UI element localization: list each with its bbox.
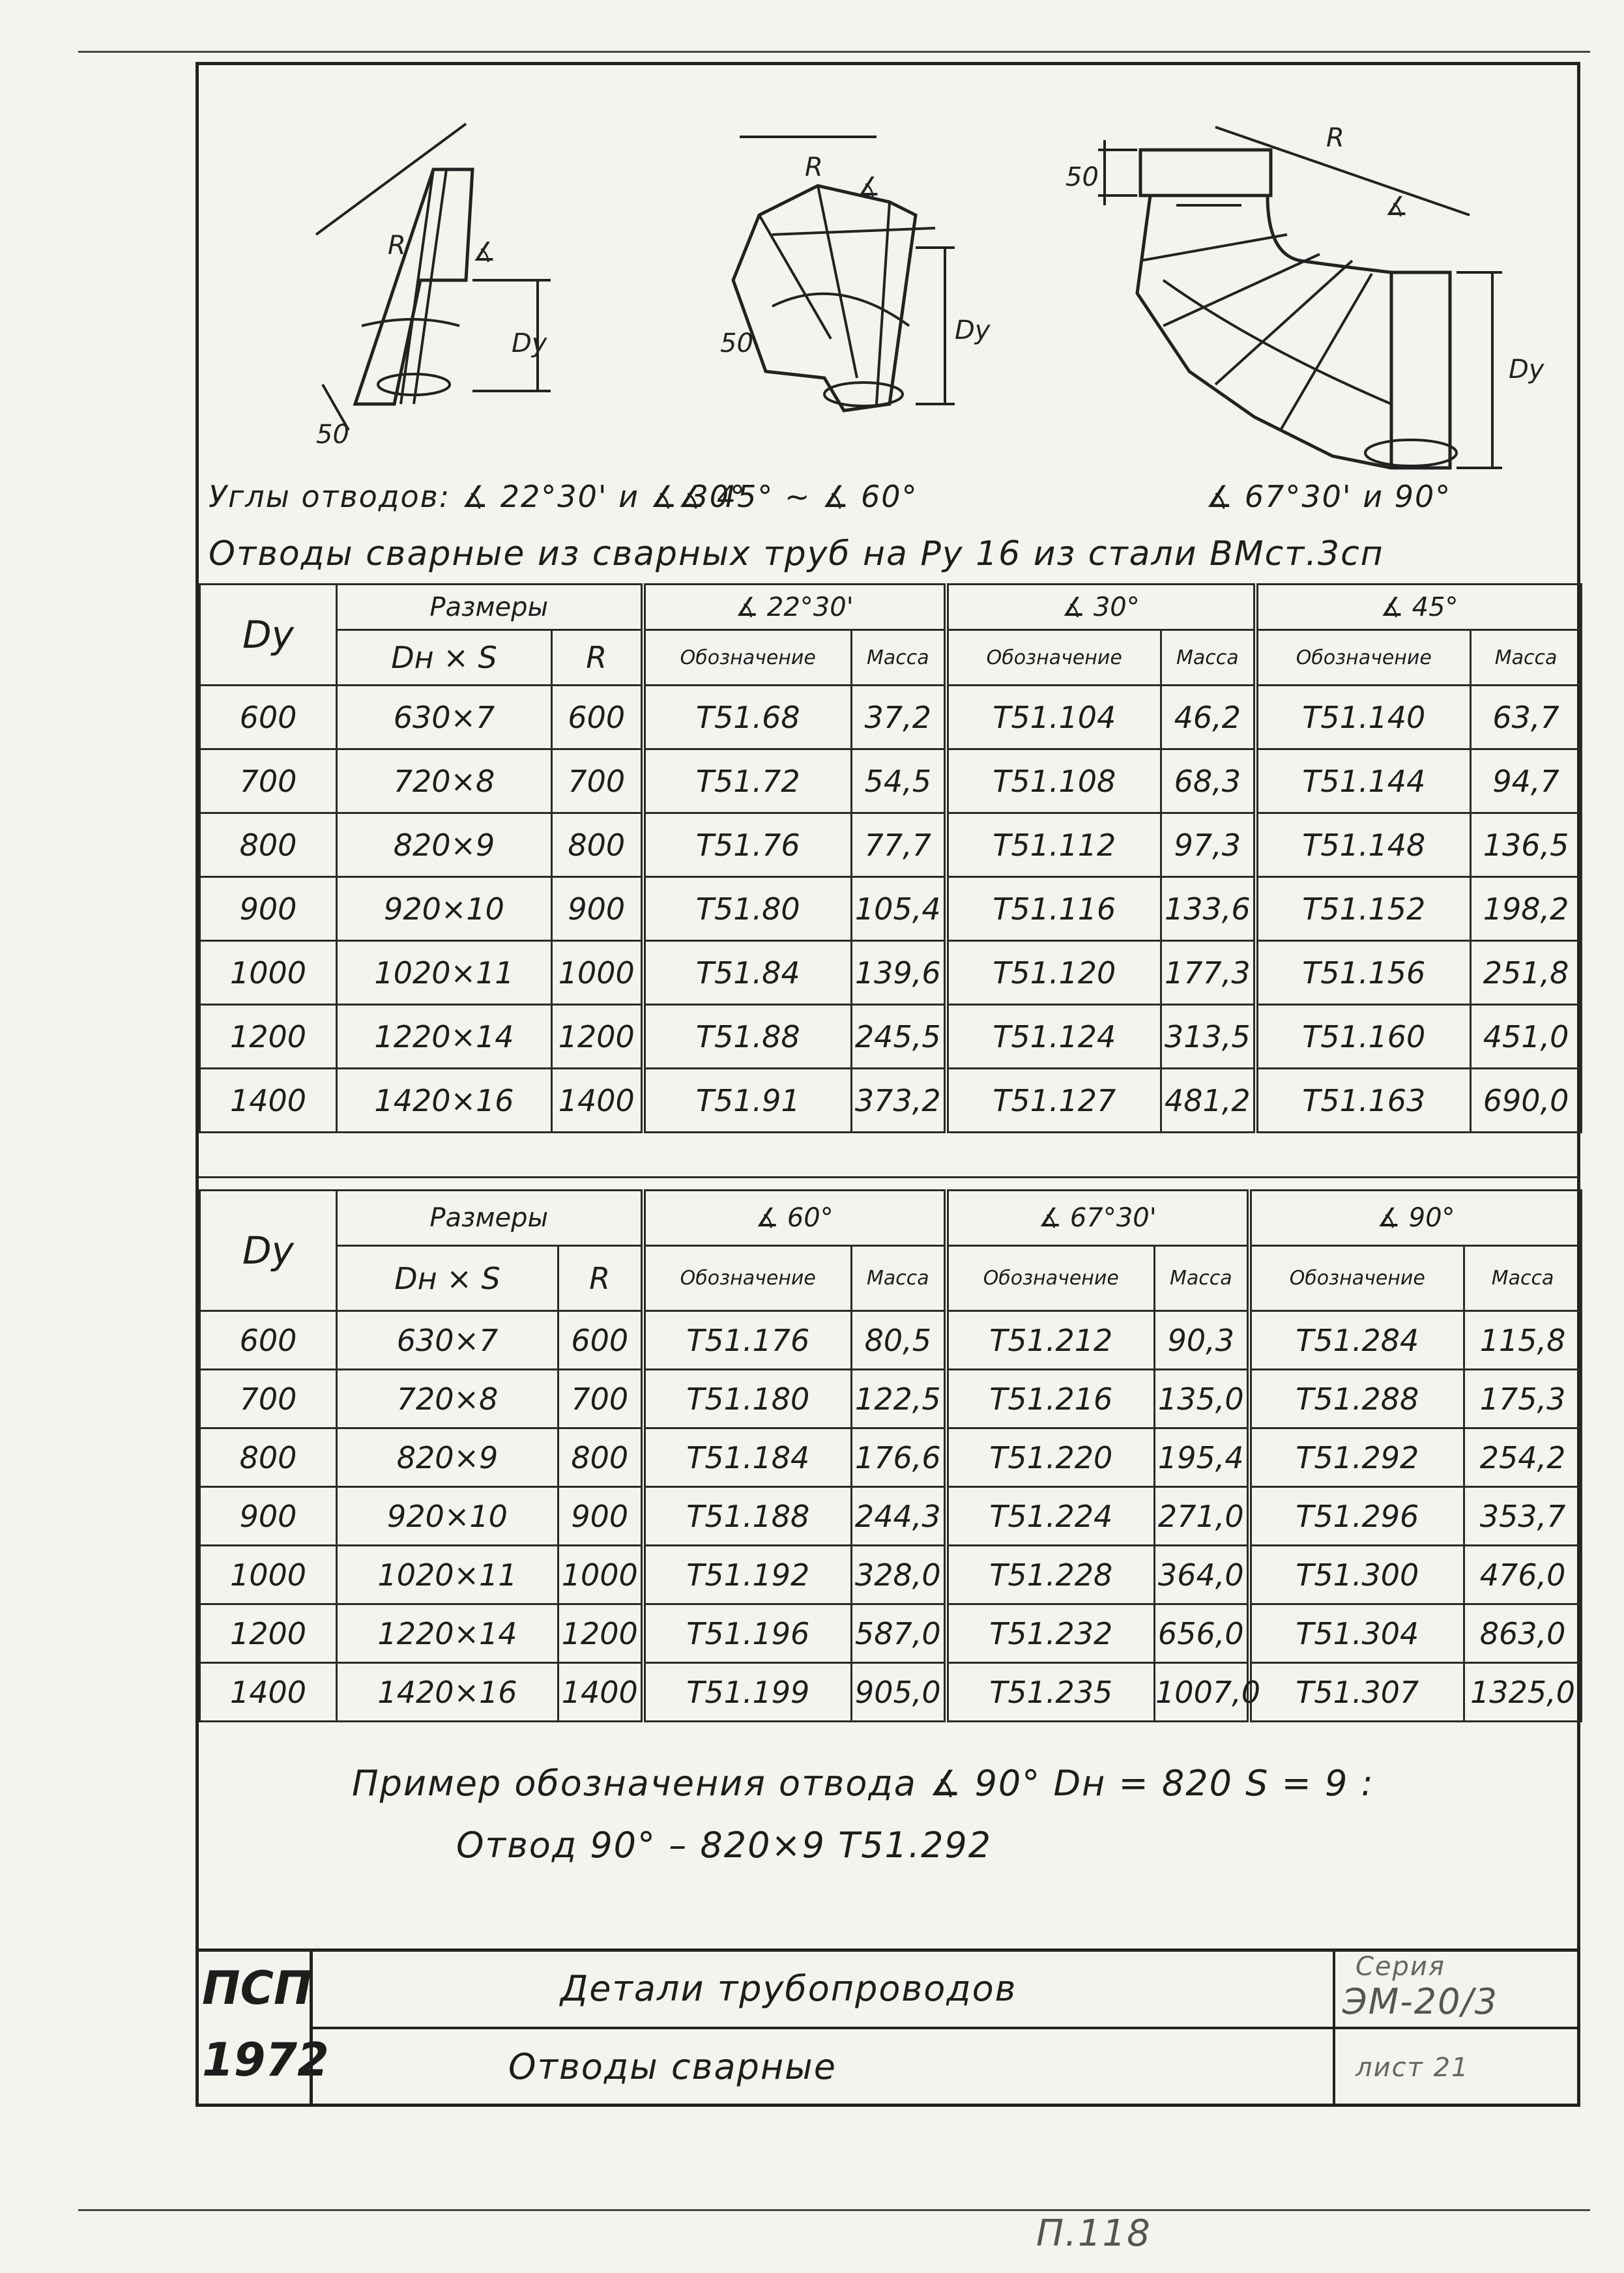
table-cell: Т51.220 — [946, 1428, 1155, 1487]
table2-designation-header: Обозначение — [946, 1246, 1155, 1311]
table-cell: 1000 — [552, 941, 643, 1005]
table-row — [200, 1487, 1582, 1546]
table-row — [200, 813, 1582, 877]
table-cell: 690,0 — [1471, 1069, 1582, 1133]
table-cell: 1420×16 — [337, 1069, 552, 1133]
table2-sizes-header: Размеры — [337, 1191, 643, 1246]
table1-designation-header: Обозначение — [643, 630, 852, 686]
table-cell: 1000 — [200, 1546, 337, 1604]
table1-r-header: R — [552, 630, 643, 686]
table-cell: 1400 — [552, 1069, 643, 1133]
series-value: ЭМ-20/3 — [1342, 1981, 1499, 2022]
table-cell: 600 — [200, 1311, 337, 1370]
table-cell: 175,3 — [1464, 1370, 1582, 1428]
table-row — [200, 1370, 1582, 1428]
table-cell: 720×8 — [337, 1370, 558, 1428]
table-cell: 800 — [552, 813, 643, 877]
table-cell: 54,5 — [852, 749, 946, 813]
table-row — [200, 1069, 1582, 1133]
table-cell: 1020×11 — [337, 941, 552, 1005]
drawing1-r-label: R — [388, 231, 406, 261]
table-row — [200, 1005, 1582, 1069]
sheet-number: лист 21 — [1356, 2053, 1470, 2083]
table-cell: 600 — [558, 1311, 643, 1370]
table-cell: Т51.284 — [1249, 1311, 1464, 1370]
table-cell: 176,6 — [852, 1428, 946, 1487]
table-cell: Т51.148 — [1256, 813, 1471, 877]
table-cell: 135,0 — [1155, 1370, 1249, 1428]
table-cell: 353,7 — [1464, 1487, 1582, 1546]
drawing3-wall-label: 50 — [1066, 162, 1099, 192]
table-cell: 863,0 — [1464, 1604, 1582, 1663]
table-cell: 656,0 — [1155, 1604, 1249, 1663]
table-row — [200, 1604, 1582, 1663]
table-cell: Т51.176 — [643, 1311, 852, 1370]
elbow-drawings — [199, 65, 1577, 482]
table2-mass-header: Масса — [852, 1246, 946, 1311]
drawing1-wall-label: 50 — [316, 420, 349, 450]
table-cell: Т51.196 — [643, 1604, 852, 1663]
table-cell: Т51.91 — [643, 1069, 852, 1133]
table1-designation-header: Обозначение — [946, 630, 1161, 686]
table-cell: 1000 — [200, 941, 337, 1005]
table-cell: Т51.304 — [1249, 1604, 1464, 1663]
table-cell: 451,0 — [1471, 1005, 1582, 1069]
table1-mass-header: Масса — [852, 630, 946, 686]
table-cell: Т51.144 — [1256, 749, 1471, 813]
table-1 — [199, 583, 1582, 1133]
table-cell: 700 — [552, 749, 643, 813]
table2-group-67: ∡ 67°30' — [946, 1191, 1249, 1246]
table-cell: 254,2 — [1464, 1428, 1582, 1487]
table-cell: 313,5 — [1161, 1005, 1256, 1069]
table-cell: 700 — [558, 1370, 643, 1428]
top-border-line — [78, 51, 1590, 53]
table-cell: 133,6 — [1161, 877, 1256, 941]
table-cell: Т51.288 — [1249, 1370, 1464, 1428]
table-separator — [199, 1176, 1580, 1178]
table-cell: 800 — [558, 1428, 643, 1487]
table-2 — [199, 1189, 1582, 1722]
subtitle: Отводы сварные из сварных труб на Ру 16 из стали ВМст.3сп — [209, 534, 1384, 573]
table-cell: 1020×11 — [337, 1546, 558, 1604]
table-cell: Т51.199 — [643, 1663, 852, 1722]
table-cell: 900 — [558, 1487, 643, 1546]
table-cell: Т51.232 — [946, 1604, 1155, 1663]
table-cell: Т51.68 — [643, 686, 852, 749]
table-cell: Т51.127 — [946, 1069, 1161, 1133]
drawing2-wall-label: 50 — [720, 328, 753, 358]
angles-caption-left: Углы отводов: ∡ 22°30' и ∡ 30° — [209, 479, 747, 514]
table2-group-60: ∡ 60° — [643, 1191, 946, 1246]
table-cell: Т51.80 — [643, 877, 852, 941]
table-cell: 476,0 — [1464, 1546, 1582, 1604]
table2-dy-header: Dy — [200, 1191, 337, 1311]
table-cell: 373,2 — [852, 1069, 946, 1133]
table-cell: 920×10 — [337, 877, 552, 941]
table-cell: 720×8 — [337, 749, 552, 813]
table1-mass-header: Масса — [1471, 630, 1582, 686]
doc-title: Детали трубопроводов — [560, 1968, 1017, 2009]
table-cell: 122,5 — [852, 1370, 946, 1428]
table-row — [200, 1663, 1582, 1722]
table-row — [200, 941, 1582, 1005]
table-cell: 105,4 — [852, 877, 946, 941]
table-cell: Т51.116 — [946, 877, 1161, 941]
table-cell: 1007,0 — [1155, 1663, 1249, 1722]
table-cell: 77,7 — [852, 813, 946, 877]
elbow-drawing-90 — [1098, 127, 1502, 468]
table-cell: 1400 — [200, 1069, 337, 1133]
table-cell: Т51.296 — [1249, 1487, 1464, 1546]
table-cell: 630×7 — [337, 1311, 558, 1370]
table-cell: 271,0 — [1155, 1487, 1249, 1546]
elbow-drawing-22 — [316, 124, 551, 430]
table-cell: 481,2 — [1161, 1069, 1256, 1133]
table1-group-30: ∡ 30° — [946, 585, 1256, 630]
table-cell: 800 — [200, 813, 337, 877]
table2-mass-header: Масса — [1464, 1246, 1582, 1311]
table-cell: 905,0 — [852, 1663, 946, 1722]
table-cell: Т51.235 — [946, 1663, 1155, 1722]
table1-group-22: ∡ 22°30' — [643, 585, 946, 630]
table-row — [200, 877, 1582, 941]
table-cell: 244,3 — [852, 1487, 946, 1546]
table2-mass-header: Масса — [1155, 1246, 1249, 1311]
bottom-border-line — [78, 2209, 1590, 2211]
table-cell: 1325,0 — [1464, 1663, 1582, 1722]
table-cell: Т51.300 — [1249, 1546, 1464, 1604]
table-cell: Т51.192 — [643, 1546, 852, 1604]
example-line-2: Отвод 90° – 820×9 Т51.292 — [456, 1825, 993, 1866]
table-cell: 700 — [200, 1370, 337, 1428]
table-cell: Т51.212 — [946, 1311, 1155, 1370]
table-row — [200, 1428, 1582, 1487]
table-cell: 1000 — [558, 1546, 643, 1604]
table1-sizes-header: Размеры — [337, 585, 643, 630]
org-label: ПСП — [202, 1962, 312, 2015]
table-cell: Т51.180 — [643, 1370, 852, 1428]
table-cell: 139,6 — [852, 941, 946, 1005]
table-cell: Т51.140 — [1256, 686, 1471, 749]
table-cell: Т51.156 — [1256, 941, 1471, 1005]
table-cell: Т51.112 — [946, 813, 1161, 877]
drawing1-dy-label: Dy — [512, 328, 547, 358]
table1-designation-header: Обозначение — [1256, 630, 1471, 686]
table-cell: 94,7 — [1471, 749, 1582, 813]
table-cell: Т51.124 — [946, 1005, 1161, 1069]
drawing3-r-label: R — [1326, 123, 1344, 153]
table-cell: Т51.307 — [1249, 1663, 1464, 1722]
table1-dy-header: Dy — [200, 585, 337, 686]
table-cell: Т51.188 — [643, 1487, 852, 1546]
table-cell: 328,0 — [852, 1546, 946, 1604]
table-cell: 820×9 — [337, 1428, 558, 1487]
table-cell: Т51.163 — [1256, 1069, 1471, 1133]
table2-r-header: R — [558, 1246, 643, 1311]
title-block — [196, 1948, 1580, 2107]
table-cell: 700 — [200, 749, 337, 813]
table-cell: 920×10 — [337, 1487, 558, 1546]
table-cell: Т51.76 — [643, 813, 852, 877]
drawing1-angle-label: ∡ — [472, 237, 496, 267]
table-cell: Т51.152 — [1256, 877, 1471, 941]
table-cell: 1200 — [552, 1005, 643, 1069]
table2-group-90: ∡ 90° — [1249, 1191, 1582, 1246]
table-cell: 198,2 — [1471, 877, 1582, 941]
table-cell: 90,3 — [1155, 1311, 1249, 1370]
drawing2-r-label: R — [805, 152, 823, 182]
table2-designation-header: Обозначение — [1249, 1246, 1464, 1311]
elbow-drawing-45 — [733, 137, 955, 411]
table-cell: Т51.216 — [946, 1370, 1155, 1428]
table-cell: Т51.84 — [643, 941, 852, 1005]
table-cell: Т51.108 — [946, 749, 1161, 813]
page-number: П.118 — [1036, 2212, 1152, 2255]
table-cell: Т51.184 — [643, 1428, 852, 1487]
table-cell: 115,8 — [1464, 1311, 1582, 1370]
table2-dn-header: Dн × S — [337, 1246, 558, 1311]
table-row — [200, 749, 1582, 813]
table-row — [200, 1546, 1582, 1604]
table-cell: Т51.120 — [946, 941, 1161, 1005]
table1-dn-header: Dн × S — [337, 630, 552, 686]
table-cell: 900 — [200, 1487, 337, 1546]
table-cell: 900 — [552, 877, 643, 941]
table-cell: Т51.228 — [946, 1546, 1155, 1604]
table-cell: 900 — [200, 877, 337, 941]
doc-subtitle: Отводы сварные — [508, 2046, 837, 2087]
table-cell: 195,4 — [1155, 1428, 1249, 1487]
table-cell: 820×9 — [337, 813, 552, 877]
table-cell: 1420×16 — [337, 1663, 558, 1722]
table-cell: Т51.88 — [643, 1005, 852, 1069]
table-cell: 1200 — [200, 1005, 337, 1069]
table-cell: Т51.104 — [946, 686, 1161, 749]
table-cell: 136,5 — [1471, 813, 1582, 877]
table-cell: 80,5 — [852, 1311, 946, 1370]
table-cell: 245,5 — [852, 1005, 946, 1069]
drawing3-angle-label: ∡ — [1385, 192, 1408, 222]
year-label: 1972 — [202, 2033, 329, 2087]
table-cell: 587,0 — [852, 1604, 946, 1663]
table1-group-45: ∡ 45° — [1256, 585, 1582, 630]
table-cell: Т51.72 — [643, 749, 852, 813]
table-cell: Т51.160 — [1256, 1005, 1471, 1069]
table-cell: 46,2 — [1161, 686, 1256, 749]
series-label: Серия — [1356, 1952, 1445, 1982]
table-row — [200, 686, 1582, 749]
table-cell: 63,7 — [1471, 686, 1582, 749]
table-cell: 97,3 — [1161, 813, 1256, 877]
table-cell: 800 — [200, 1428, 337, 1487]
table-cell: 630×7 — [337, 686, 552, 749]
table2-designation-header: Обозначение — [643, 1246, 852, 1311]
drawing2-dy-label: Dy — [955, 315, 991, 345]
angles-caption-right: ∡ 67°30' и 90° — [1206, 479, 1452, 514]
table-cell: 1220×14 — [337, 1005, 552, 1069]
table-cell: 364,0 — [1155, 1546, 1249, 1604]
table-cell: 1220×14 — [337, 1604, 558, 1663]
table-cell: 177,3 — [1161, 941, 1256, 1005]
example-line-1: Пример обозначения отвода ∡ 90° Dн = 820 S = 9 : — [352, 1763, 1374, 1804]
table1-mass-header: Масса — [1161, 630, 1256, 686]
table-cell: Т51.224 — [946, 1487, 1155, 1546]
table-cell: 68,3 — [1161, 749, 1256, 813]
table-row — [200, 1311, 1582, 1370]
table-cell: Т51.292 — [1249, 1428, 1464, 1487]
table-cell: 600 — [200, 686, 337, 749]
table-cell: 37,2 — [852, 686, 946, 749]
table-cell: 1200 — [200, 1604, 337, 1663]
drawing3-dy-label: Dy — [1509, 355, 1544, 384]
table-cell: 600 — [552, 686, 643, 749]
drawing2-angle-label: ∡ — [857, 172, 880, 202]
table-cell: 1400 — [558, 1663, 643, 1722]
angles-caption-middle: ∡ 45° ~ ∡ 60° — [678, 479, 918, 514]
table-cell: 1200 — [558, 1604, 643, 1663]
table-cell: 1400 — [200, 1663, 337, 1722]
table-cell: 251,8 — [1471, 941, 1582, 1005]
